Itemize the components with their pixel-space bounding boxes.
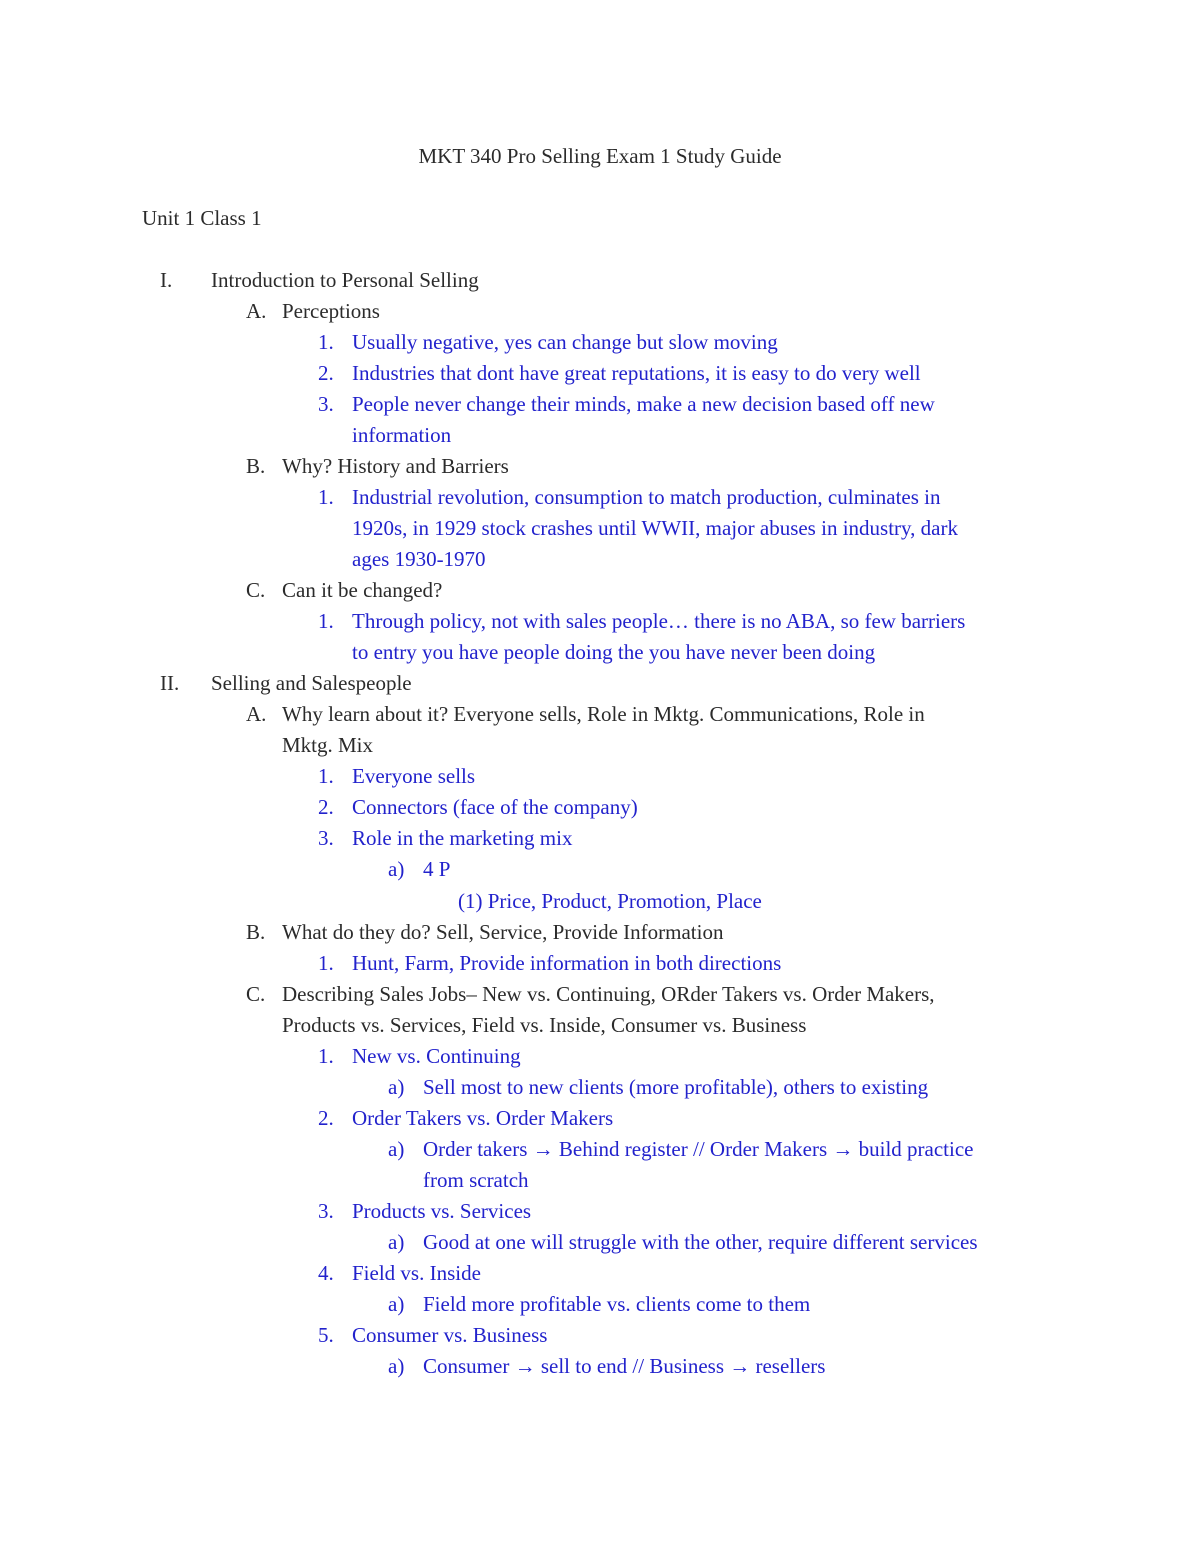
subsection-marker: C.: [246, 578, 266, 602]
note-item-marker: 1.: [318, 485, 334, 509]
note-item-text: Everyone sells: [352, 764, 476, 788]
section-title: Selling and Salespeople: [211, 671, 412, 695]
section-marker: I.: [160, 268, 173, 292]
note-subitem-text: Good at one will struggle with the other, require different services: [423, 1230, 978, 1254]
note-subitem-marker: a): [388, 1292, 405, 1316]
note-item-marker: 5.: [318, 1323, 334, 1347]
section-marker: II.: [160, 671, 180, 695]
subsection-text: Why? History and Barriers: [282, 454, 509, 478]
note-item-marker: 2.: [318, 1106, 334, 1130]
section-title: Introduction to Personal Selling: [211, 268, 479, 292]
note-item-marker: 1.: [318, 764, 334, 788]
note-subitem-text: Field more profitable vs. clients come to them: [423, 1292, 811, 1316]
subsection-marker: B.: [246, 454, 266, 478]
document-title: MKT 340 Pro Selling Exam 1 Study Guide: [418, 144, 782, 168]
subsection-text: Products vs. Services, Field vs. Inside, Consumer vs. Business: [282, 1013, 807, 1037]
note-subsubitem-text: (1) Price, Product, Promotion, Place: [458, 889, 762, 913]
note-item-marker: 1.: [318, 330, 334, 354]
note-item-text: Order Takers vs. Order Makers: [352, 1106, 614, 1130]
note-item-marker: 3.: [318, 1199, 334, 1223]
note-item-text: People never change their minds, make a new decision based off new: [352, 392, 935, 416]
note-item-text: to entry you have people doing the you have never been doing: [352, 640, 876, 664]
note-subitem-marker: a): [388, 1230, 405, 1254]
note-subitem-marker: a): [388, 1354, 405, 1378]
subsection-marker: B.: [246, 920, 266, 944]
note-item-text: Role in the marketing mix: [352, 826, 573, 850]
note-item-marker: 1.: [318, 609, 334, 633]
unit-heading: Unit 1 Class 1: [142, 206, 262, 230]
note-item-text: New vs. Continuing: [352, 1044, 521, 1068]
note-item-text: Hunt, Farm, Provide information in both directions: [352, 951, 782, 975]
note-item-text: Industries that dont have great reputations, it is easy to do very well: [352, 361, 921, 385]
note-item-text: Industrial revolution, consumption to match production, culminates in: [352, 485, 941, 509]
note-item-marker: 3.: [318, 826, 334, 850]
note-item-marker: 1.: [318, 951, 334, 975]
note-item-text: Usually negative, yes can change but slow moving: [352, 330, 778, 354]
subsection-marker: A.: [246, 299, 267, 323]
note-subitem-text: Order takers → Behind register // Order Makers → build practice: [423, 1137, 974, 1161]
subsection-marker: C.: [246, 982, 266, 1006]
subsection-text: Describing Sales Jobs– New vs. Continuing, ORder Takers vs. Order Makers,: [282, 982, 935, 1006]
note-subitem-text: 4 P: [423, 857, 451, 881]
note-subitem-marker: a): [388, 857, 405, 881]
note-item-marker: 3.: [318, 392, 334, 416]
subsection-text: What do they do? Sell, Service, Provide Information: [282, 920, 724, 944]
note-subitem-text: Consumer → sell to end // Business → resellers: [423, 1354, 826, 1378]
note-item-text: Consumer vs. Business: [352, 1323, 548, 1347]
subsection-text: Why learn about it? Everyone sells, Role in Mktg. Communications, Role in: [282, 702, 925, 726]
note-subitem-marker: a): [388, 1137, 405, 1161]
subsection-text: Can it be changed?: [282, 578, 443, 602]
note-item-marker: 4.: [318, 1261, 334, 1285]
note-subitem-marker: a): [388, 1075, 405, 1099]
note-subitem-text: from scratch: [423, 1168, 529, 1192]
subsection-marker: A.: [246, 702, 267, 726]
note-item-text: ages 1930-1970: [352, 547, 486, 571]
note-item-text: 1920s, in 1929 stock crashes until WWII, major abuses in industry, dark: [352, 516, 958, 540]
note-item-text: Through policy, not with sales people… there is no ABA, so few barriers: [352, 609, 966, 633]
note-item-marker: 1.: [318, 1044, 334, 1068]
subsection-text: Perceptions: [282, 299, 380, 323]
note-subitem-text: Sell most to new clients (more profitable), others to existing: [423, 1075, 929, 1099]
note-item-text: information: [352, 423, 452, 447]
note-item-marker: 2.: [318, 795, 334, 819]
note-item-text: Field vs. Inside: [352, 1261, 481, 1285]
note-item-text: Connectors (face of the company): [352, 795, 638, 819]
subsection-text: Mktg. Mix: [282, 733, 374, 757]
note-item-marker: 2.: [318, 361, 334, 385]
note-item-text: Products vs. Services: [352, 1199, 532, 1223]
